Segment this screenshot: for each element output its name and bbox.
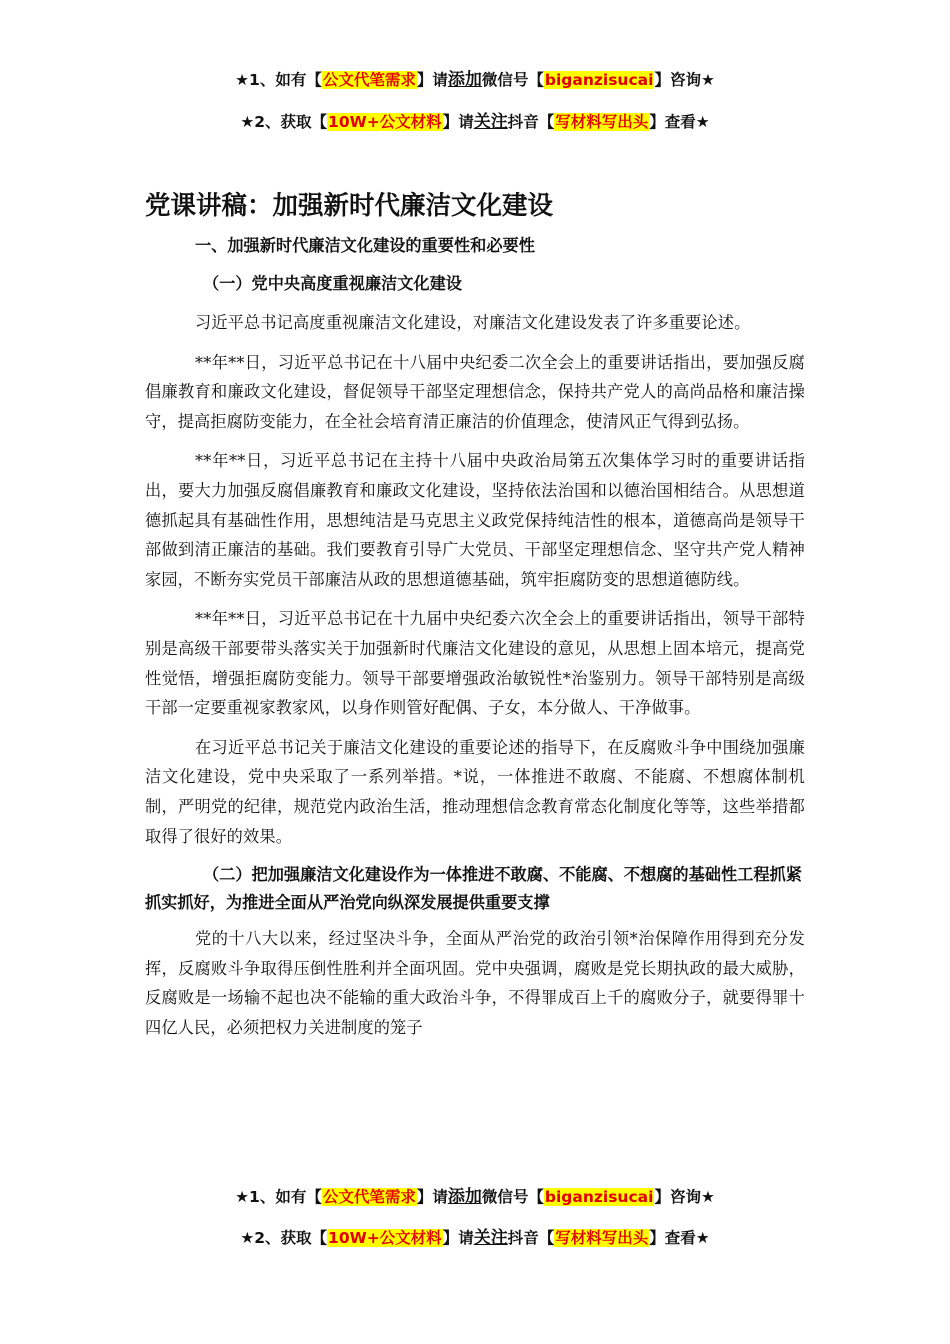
section-heading: 一、加强新时代廉洁文化建设的重要性和必要性	[195, 236, 535, 255]
banner-text: ★1、如有【	[235, 1188, 322, 1206]
paragraph: **年**日，习近平总书记在主持十八届中央政治局第五次集体学习时的重要讲话指出，要大力加强反腐倡廉教育和廉政文化建设，坚持依法治国和以德治国相结合。从思想道德抓起具有基础性作用，思想纯洁是马克思主义政党保持纯洁性的根本，道德高尚是领导干部做到清正廉洁的基础。我们要教育引导广大党员、干部坚定理想信念、坚守共产党人精神家园，不断夯实党员干部廉洁从政的思想道德基础，筑牢拒腐防变的思想道德防线。	[145, 451, 805, 589]
top-banner-line-2	[0, 111, 950, 133]
paragraph: **年**日，习近平总书记在十九届中央纪委六次全会上的重要讲话指出，领导干部特别是高级干部要带头落实关于加强新时代廉洁文化建设的意见，从思想上固本培元，提高党性觉悟，增强拒腐防变能力。领导干部要增强政治敏锐性*治鉴别力。领导干部特别是高级干部一定要重视家教家风，以身作则管好配偶、子女，本分做人、干净做事。	[145, 609, 805, 718]
banner-underlined-text: 关注	[473, 112, 508, 132]
document-body	[145, 186, 805, 1052]
banner-text: 】请	[416, 1188, 448, 1206]
banner-underlined-text: 关注	[473, 1228, 508, 1248]
banner-wechat-id: biganzisucai	[544, 71, 654, 89]
paragraph: 党的十八大以来，经过坚决斗争，全面从严治党的政治引领*治保障作用得到充分发挥，反腐败斗争取得压倒性胜利并全面巩固。党中央强调，腐败是党长期执政的最大威胁，反腐败是一场输不起也决不能输的重大政治斗争，不得罪成百上千的腐败分子，就要得罪十四亿人民，必须把权力关进制度的笼子	[145, 929, 805, 1037]
banner-highlight: 10W+公文材料	[328, 1229, 442, 1247]
banner-text: 微信号【	[481, 1188, 544, 1206]
banner-underlined-text: 添加	[447, 70, 482, 90]
top-banner-line-1	[0, 69, 950, 91]
banner-douyin-id: 写材料写出头	[555, 1229, 649, 1247]
banner-wechat-id: biganzisucai	[544, 1188, 654, 1206]
banner-text: 抖音【	[507, 113, 555, 131]
subsection-heading: （二）把加强廉洁文化建设作为一体推进不敢腐、不能腐、不想腐的基础性工程抓紧抓实抓好，为推进全面从严治党向纵深发展提供重要支撑	[145, 865, 802, 913]
banner-text: 】查看★	[649, 113, 710, 131]
banner-underlined-text: 添加	[447, 1187, 482, 1207]
banner-text: 微信号【	[481, 71, 544, 89]
banner-text: 】请	[416, 71, 448, 89]
banner-highlight: 公文代笔需求	[322, 1188, 416, 1206]
banner-text: 】查看★	[649, 1229, 710, 1247]
banner-text: 】咨询★	[654, 71, 715, 89]
banner-text: ★2、获取【	[240, 113, 328, 131]
bottom-banner-line-1	[0, 1186, 950, 1208]
document-title: 党课讲稿：加强新时代廉洁文化建设	[145, 191, 554, 221]
bottom-banner-line-2	[0, 1227, 950, 1249]
subsection-heading: （一）党中央高度重视廉洁文化建设	[203, 274, 462, 293]
banner-text: 】请	[442, 113, 474, 131]
paragraph: 在习近平总书记关于廉洁文化建设的重要论述的指导下，在反腐败斗争中围绕加强廉洁文化建设，党中央采取了一系列举措。*说，一体推进不敢腐、不能腐、不想腐体制机制，严明党的纪律，规范党内政治生活，推动理想信念教育常态化制度化等等，这些举措都取得了很好的效果。	[145, 737, 805, 846]
paragraph: **年**日，习近平总书记在十八届中央纪委二次全会上的重要讲话指出，要加强反腐倡廉教育和廉政文化建设，督促领导干部坚定理想信念，保持共产党人的高尚品格和廉洁操守，提高拒腐防变能力，在全社会培育清正廉洁的价值理念，使清风正气得到弘扬。	[145, 352, 805, 431]
banner-text: ★2、获取【	[240, 1229, 328, 1247]
banner-text: 】请	[442, 1229, 474, 1247]
banner-highlight: 10W+公文材料	[328, 113, 442, 131]
paragraph: 习近平总书记高度重视廉洁文化建设，对廉洁文化建设发表了许多重要论述。	[195, 313, 751, 332]
banner-text: 】咨询★	[654, 1188, 715, 1206]
banner-highlight: 公文代笔需求	[322, 71, 416, 89]
banner-douyin-id: 写材料写出头	[555, 113, 649, 131]
banner-text: ★1、如有【	[235, 71, 322, 89]
banner-text: 抖音【	[507, 1229, 555, 1247]
